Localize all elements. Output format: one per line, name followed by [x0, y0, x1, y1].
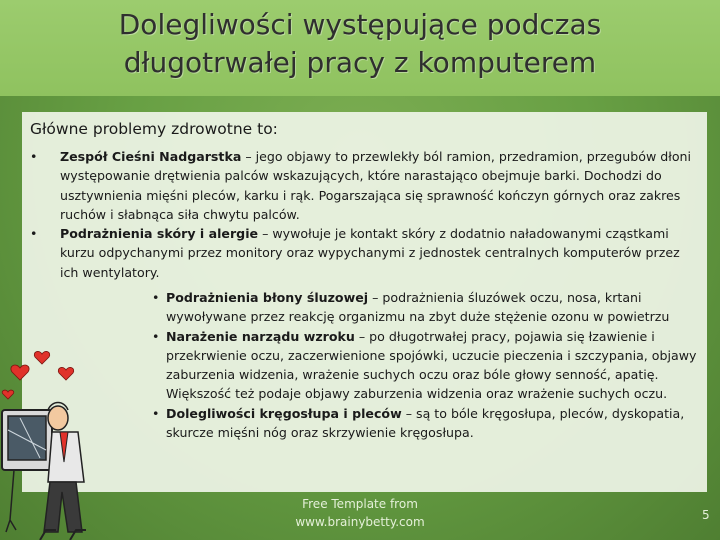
- slide-title: Dolegliwości występujące podczas długotrwałej pracy z komputerem: [118, 8, 602, 79]
- bullet-term: Dolegliwości kręgosłupa i pleców: [166, 405, 402, 421]
- list-item: • Podrażnienia błony śluzowej – podrażnienia śluzówek oczu, nosa, krtani wywoływane przez reakcję organizmu na zbyt duże stężenie ozonu w powietrzu: [152, 290, 670, 325]
- bullet-text: – są to bóle kręgosłupa, pleców, dyskopatia, skurcze mięśni nóg oraz skrzywienie kręgosłupa.: [166, 405, 685, 441]
- list-item: [30, 147, 702, 224]
- list-item: • Dolegliwości kręgosłupa i pleców – są to bóle kręgosłupa, pleców, dyskopatia, skurcze mięśni nóg oraz skrzywienie kręgosłupa.: [152, 405, 685, 441]
- bullet-term: Podrażnienia skóry i alergie: [60, 226, 259, 242]
- bullet-text: – po długotrwałej pracy, pojawia się łzawienie i przekrwienie oczu, zaczerwienione spojówki, uczucie pieczenia i szczypania, objawy zaburzenia widzenia, wrażenie suchych oczu oraz bóle głowy senność, apatię. Większość też podaje objawy zaburzenia widzenia oraz wrażenie suchych oczu.: [166, 328, 697, 402]
- main-bullet-list: [30, 147, 702, 282]
- content-panel: [22, 112, 707, 492]
- bullet-text: – wywołuje je kontakt skóry z dodatnio naładowanymi cząstkami kurzu odpychanymi przez monitory oraz wypychanymi z jednostek centralnych komputerów przez ich wentylatory.: [60, 226, 680, 280]
- list-item: [30, 224, 702, 282]
- list-item: • Narażenie narządu wzroku – po długotrwałej pracy, pojawia się łzawienie i przekrwienie oczu, zaczerwienione spojówki, uczucie pieczenia i szczypania, objawy zaburzenia widzenia, wrażenie suchych oczu oraz bóle głowy senność, apatię. Większość też podaje objawy zaburzenia widzenia oraz wrażenie suchych oczu.: [152, 328, 697, 402]
- sub-bullet-list: [152, 288, 700, 442]
- page-number: 5: [702, 508, 710, 522]
- bullet-text: – podrażnienia śluzówek oczu, nosa, krtani wywoływane przez reakcję organizmu na zbyt duże stężenie ozonu w powietrzu: [166, 290, 670, 325]
- bullet-term: Zespół Cieśni Nadgarstka: [60, 149, 242, 164]
- footer-link[interactable]: www.brainybetty.com: [295, 515, 425, 529]
- bullet-term: Podrażnienia błony śluzowej: [166, 290, 369, 305]
- footer-credit: [270, 495, 450, 531]
- intro-text: Główne problemy zdrowotne to:: [30, 120, 278, 138]
- bullet-term: Narażenie narządu wzroku: [166, 328, 355, 344]
- stressed-computer-user-icon: [0, 340, 110, 540]
- bullet-text: – jego objawy to przewlekły ból ramion, przedramion, przegubów dłoni występowanie drętwienia palców wskazujących, które narastająco obejmuje barki. Dochodzi do usztywnienia mięśni pleców, karku i rąk. Pogarszająca się sprawność kończyn górnych oraz zakres ruchów i słabnąca siła chwytu palców.: [60, 149, 692, 222]
- footer-line: Free Template from: [302, 497, 418, 511]
